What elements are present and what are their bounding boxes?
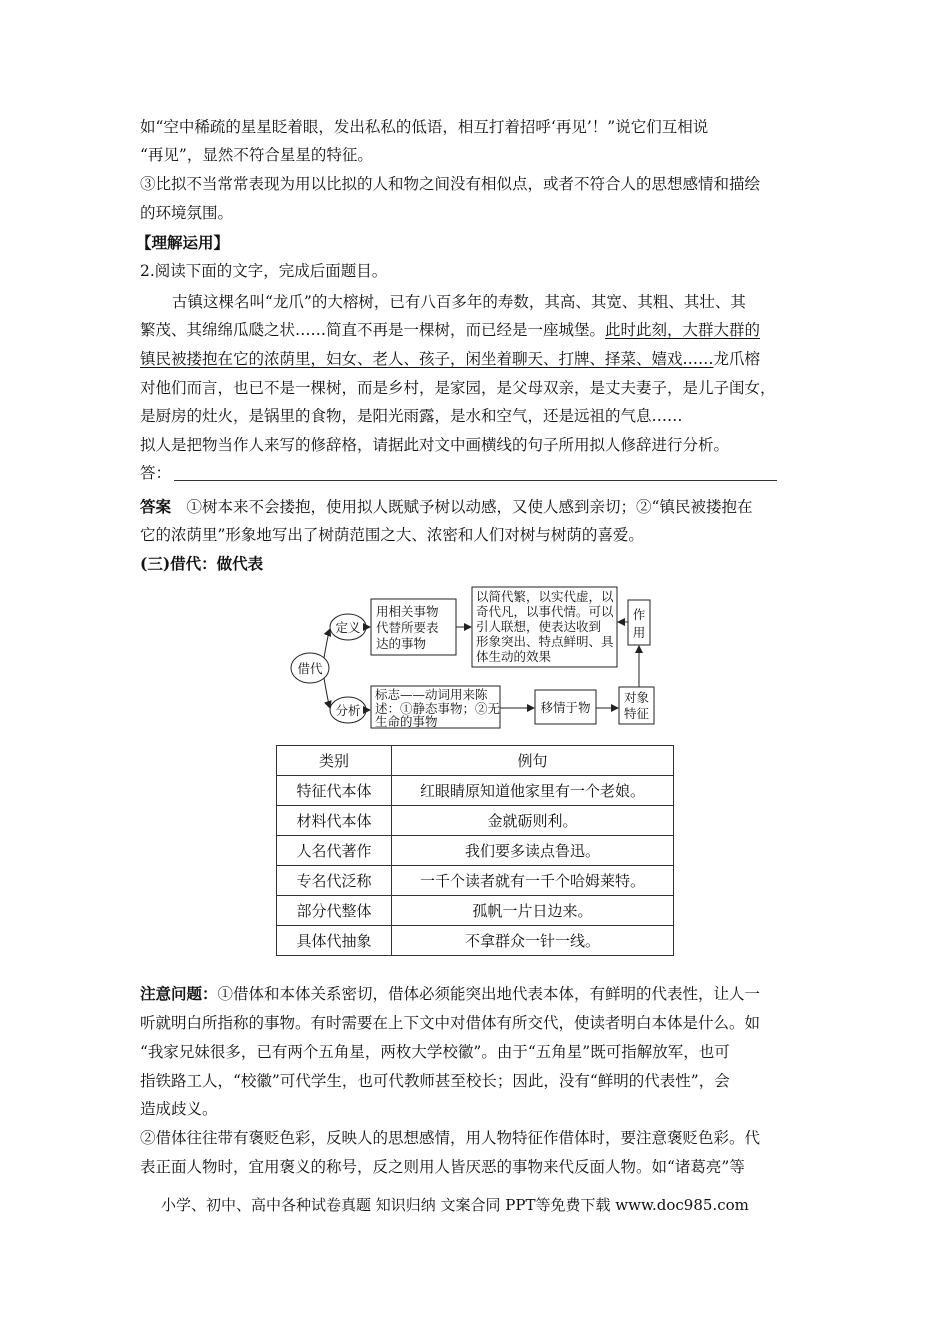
- sign-box-line-3: 生命的事物: [375, 714, 438, 729]
- table-cell-category: 专名代泛称: [277, 866, 392, 896]
- table-cell-example: 金就砺则利。: [392, 806, 674, 836]
- table-cell-category: 部分代整体: [277, 896, 392, 926]
- table-row: [277, 806, 674, 836]
- table-header-example: 例句: [392, 746, 674, 776]
- table-cell-example: 不拿群众一针一线。: [392, 926, 674, 956]
- passage-line-3: [140, 349, 760, 369]
- answer-prompt-label: 答：: [140, 464, 172, 482]
- effect-box-line-4: 形象突出、特点鲜明、具: [476, 634, 614, 649]
- sign-box-line-1: 标志——动词用来陈: [375, 687, 488, 702]
- diagram-analyze-label: 分析: [335, 703, 361, 718]
- passage-line-1: 古镇这棵名叫“龙爪”的大榕树，已有八百多年的寿数，其高、其宽、其粗、其壮、其: [172, 293, 746, 311]
- table-row: [277, 896, 674, 926]
- subheading: (三)借代：做代表: [140, 554, 264, 573]
- notes-line-4: 指铁路工人，“校徽”可代学生，也可代教师甚至校长；因此，没有“鲜明的代表性”，会: [140, 1072, 730, 1090]
- effect-box-line-2: 奇代凡，以事代情。可以: [476, 604, 614, 619]
- notes-line-3: “我家兄妹很多，已有两个五角星，两枚大学校徽”。由于“五角星”既可指解放军，也可: [140, 1043, 730, 1061]
- notes-label: 注意问题：: [140, 984, 218, 1003]
- zuoyong-char-1: 作: [632, 607, 646, 622]
- notes-line-5: 造成歧义。: [140, 1100, 218, 1118]
- table-cell-category: 具体代抽象: [277, 926, 392, 956]
- table-cell-category: 材料代本体: [277, 806, 392, 836]
- zuoyong-char-2: 用: [632, 625, 646, 640]
- answer-blank-line[interactable]: [174, 480, 777, 481]
- table-cell-example: 孤帆一片日边来。: [392, 896, 674, 926]
- intro-line-2: “再见”，显然不符合星星的特征。: [140, 146, 373, 164]
- passage-line-2: [140, 320, 760, 340]
- answer-label: 答案: [140, 497, 172, 516]
- table-row: [277, 776, 674, 806]
- table-row: [277, 866, 674, 896]
- section-heading: 【理解运用】: [136, 233, 230, 252]
- diagram-define-label: 定义: [335, 620, 361, 635]
- answer-line-2: 它的浓荫里”形象地写出了树荫范围之大、浓密和人们对树与树荫的喜爱。: [140, 526, 644, 544]
- table-cell-example: 我们要多读点鲁迅。: [392, 836, 674, 866]
- intro-line-4: 的环境氛围。: [140, 204, 234, 222]
- define-box-line-3: 达的事物: [376, 636, 427, 651]
- effect-box-line-5: 体生动的效果: [476, 649, 552, 664]
- table-cell-example: 一千个读者就有一千个哈姆莱特。: [392, 866, 674, 896]
- answer-line-1: [140, 497, 752, 517]
- jiedai-types-table: [276, 745, 674, 956]
- feature-box-line-1: 对象: [623, 690, 650, 705]
- table-header-row: [277, 746, 674, 776]
- table-cell-example: 红眼睛原知道他家里有一个老娘。: [392, 776, 674, 806]
- intro-line-3: ③比拟不当常常表现为用以比拟的人和物之间没有相似点，或者不符合人的思想感情和描绘: [140, 175, 761, 193]
- define-box-line-1: 用相关事物: [376, 604, 439, 619]
- passage-line-4: 对他们而言，也已不是一棵树，而是乡村，是家园，是父母双亲，是丈夫妻子，是儿子闺女，: [140, 379, 776, 397]
- diagram-center-label: 借代: [297, 661, 323, 676]
- effect-box-line-1: 以简代繁，以实代虚，以: [476, 589, 614, 604]
- passage-line-5: 是厨房的灶火，是锅里的食物，是阳光雨露，是水和空气，还是远祖的气息……: [140, 407, 683, 425]
- footer-text: 小学、初中、高中各种试卷真题 知识归纳 文案合同 PPT等免费下载 www.doc985.com: [161, 1196, 749, 1214]
- notes-line-2: 听就明白所指称的事物。有时需要在上下文中对借体有所交代，使读者明白本体是什么。如: [140, 1014, 761, 1032]
- table-cell-category: 特征代本体: [277, 776, 392, 806]
- table-header-category: 类别: [277, 746, 392, 776]
- effect-box-line-3: 引人联想，使表达收到: [476, 619, 602, 634]
- question-prompt: 拟人是把物当作人来写的修辞格，请据此对文中画横线的句子所用拟人修辞进行分析。: [140, 436, 730, 454]
- table-row: [277, 926, 674, 956]
- define-box-line-2: 代替所要表: [376, 620, 439, 635]
- intro-line-1: 如“空中稀疏的星星眨着眼，发出私私的低语，相互打着招呼‘再见’！”说它们互相说: [140, 118, 709, 136]
- jiedai-diagram: [280, 584, 680, 734]
- notes-text-1: ①借体和本体关系密切，借体必须能突出地代表本体，有鲜明的代表性，让人一: [217, 985, 761, 1003]
- feature-box-line-2: 特征: [623, 706, 650, 721]
- passage-line-2-text: 繁茂、其绵绵瓜瓞之状……简直不再是一棵树，而已经是一座城堡。: [140, 321, 606, 339]
- table-row: [277, 836, 674, 866]
- transfer-box-label: 移情于物: [540, 700, 591, 715]
- underlined-sentence-part-1: 此时此刻，大群大群的: [605, 321, 761, 339]
- table-cell-category: 人名代著作: [277, 836, 392, 866]
- notes-line-6: ②借体往往带有褒贬色彩，反映人的思想感情，用人物特征作借体时，要注意褒贬色彩。代: [140, 1129, 761, 1147]
- question-title: 2.阅读下面的文字，完成后面题目。: [140, 262, 388, 280]
- underlined-sentence-part-2: 镇民被搂抱在它的浓荫里，妇女、老人、孩子，闲坐着聊天、打牌、择菜、嬉戏……: [140, 350, 714, 368]
- notes-line-7: 表正面人物时，宜用褒义的称号，反之则用人皆厌恶的事物来代反面人物。如“诸葛亮”等: [140, 1158, 745, 1176]
- answer-text-1: ①树本来不会搂抱，使用拟人既赋予树以动感，又使人感到亲切；②“镇民被搂抱在: [186, 498, 753, 516]
- passage-line-3-text: 龙爪榕: [713, 350, 761, 368]
- sign-box-line-2: 述：①静态事物；②无: [375, 701, 501, 716]
- notes-line-1: [140, 984, 760, 1004]
